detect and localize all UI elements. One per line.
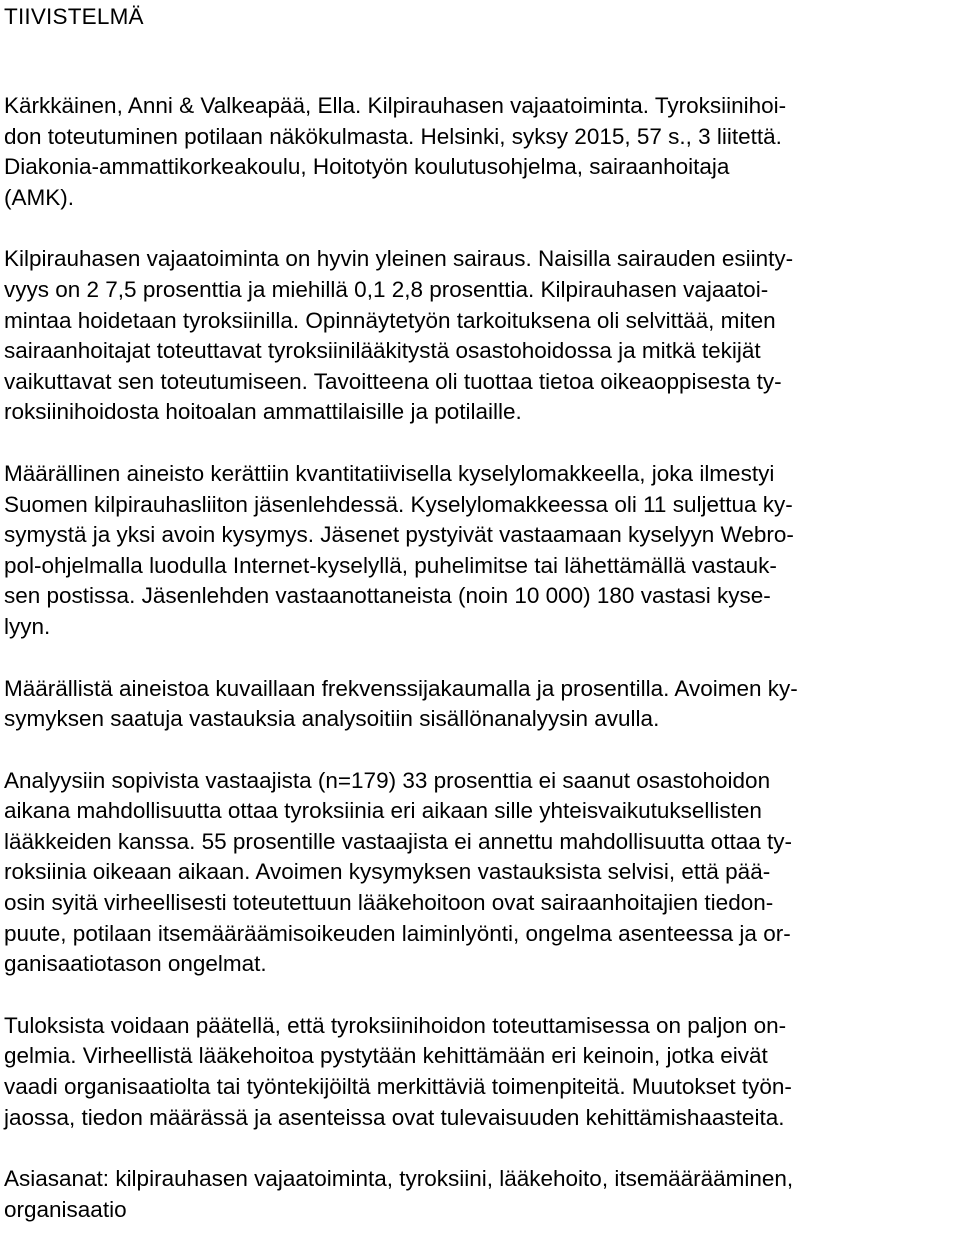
citation-paragraph: Kärkkäinen, Anni & Valkeapää, Ella. Kilpirauhasen vajaatoiminta. Tyroksiinihoi- don toteutuminen potilaan näkökulmasta. Helsinki, syksy 2015, 57 s., 3 liitettä. Diakonia-ammattikorkeakoulu, Hoitotyön koulutusohjelma, sairaanhoitaja (AMK). bbox=[4, 93, 787, 210]
methods-paragraph: Määrällinen aineisto kerättiin kvantitatiivisella kyselylomakkeella, joka ilmestyi Suomen kilpirauhasliiton jäsenlehdessä. Kyselylomakkeessa oli 11 suljettua ky- symystä ja yksi avoin kysymys. Jäsenet pystyivät vastaamaan kyselyyn Webro- pol-ohjelmalla luodulla Internet-kyselyllä, puhelimitse tai lähettämällä vastauk- sen postissa. Jäsenlehden vastaanottaneista (noin 10 000) 180 vastasi kyse- lyyn. bbox=[4, 460, 794, 639]
page-title: TIIVISTELMÄ bbox=[4, 4, 144, 29]
conclusions-paragraph: Tuloksista voidaan päätellä, että tyroksiinihoidon toteuttamisessa on paljon on- gelmia. Virheellistä lääkehoitoa pystytään kehittämään eri keinoin, jotka eivät vaadi organisaatiolta tai työntekijöiltä merkittäviä toimenpiteitä. Muutokset työn- jaossa, tiedon määrässä ja asenteissa ovat tulevaisuuden kehittämishaasteita. bbox=[4, 1012, 792, 1130]
results-paragraph: Analyysiin sopivista vastaajista (n=179) 33 prosenttia ei saanut osastohoidon aikana mahdollisuutta ottaa tyroksiinia eri aikaan sille yhteisvaikutuksellisten lääkkeiden kanssa. 55 prosentille vastaajista ei annettu mahdollisuutta ottaa ty- roksiinia oikeaan aikaan. Avoimen kysymyksen vastauksista selvisi, että pää- osin syitä virheellisesti toteutettuun lääkehoitoon ovat sairaanhoitajien tiedon- puute, potilaan itsemääräämisoikeuden laiminlyönti, ongelma asenteessa ja or- ganisaatiotason ongelmat. bbox=[4, 767, 792, 977]
background-paragraph: Kilpirauhasen vajaatoiminta on hyvin yleinen sairaus. Naisilla sairauden esiinty- vyys on 2 7,5 prosenttia ja miehillä 0,1 2,8 prosenttia. Kilpirauhasen vajaatoi- mintaa hoidetaan tyroksiinilla. Opinnäytetyön tarkoituksena oli selvittää, miten sairaanhoitajat toteuttavat tyroksiinilääkitystä osastohoidossa ja mitkä tekijät vaikuttavat sen toteutumiseen. Tavoitteena oli tuottaa tietoa oikeaoppisesta ty- roksiinihoidosta hoitoalan ammattilaisille ja potilaille. bbox=[4, 246, 794, 425]
keywords-paragraph: Asiasanat: kilpirauhasen vajaatoiminta, tyroksiini, lääkehoito, itsemäärääminen, organisaatio bbox=[4, 1166, 794, 1222]
analysis-paragraph: Määrällistä aineistoa kuvaillaan frekvenssijakaumalla ja prosentilla. Avoimen ky- symyksen saatuja vastauksia analysoitiin sisällönanalyysin avulla. bbox=[4, 675, 798, 732]
